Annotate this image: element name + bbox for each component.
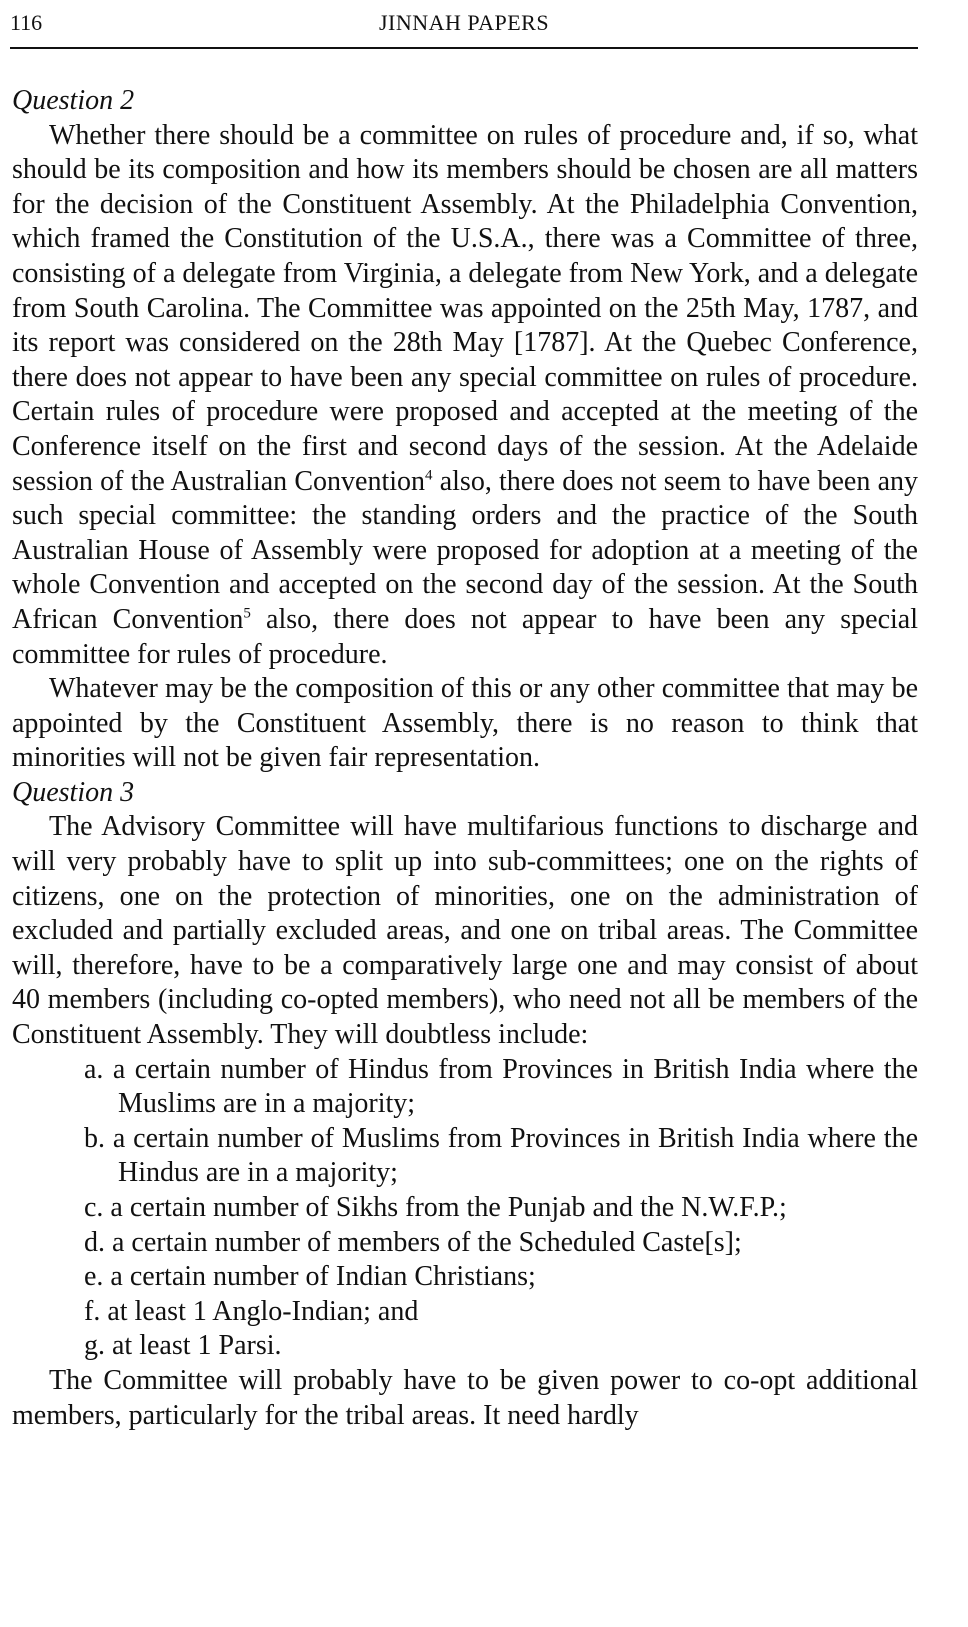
- header-rule: [10, 47, 918, 49]
- paragraph-text: also, there does not appear to have been any special committee for rules of procedure.: [12, 603, 918, 670]
- list-item: g. at least 1 Parsi.: [84, 1330, 282, 1362]
- question-3-paragraph-2: The Committee will probably have to be given power to co-opt additional members, particularly for the tribal areas. It need hardly: [12, 1364, 918, 1431]
- question-3-paragraph-1: The Advisory Committee will have multifarious functions to discharge and will very probably have to split up into sub-committees; one on the rights of citizens, one on the protection of minorities, one on the administration of excluded and partially excluded areas, and one on tribal areas. The Committee will, therefore, have to be a comparatively large one and may consist of about 40 members (including co-opted members), who need not all be members of the Constituent Assembly. They will doubtless include:: [12, 811, 918, 1051]
- running-head: [10, 8, 918, 46]
- list-item: b. a certain number of Muslims from Provinces in British India where the Hindus are in a majority;: [84, 1122, 918, 1189]
- footnote-marker-5: 5: [243, 605, 251, 622]
- question-2-paragraph-1: [12, 119, 918, 673]
- membership-list: [12, 1053, 918, 1364]
- body-text: [12, 84, 918, 1433]
- page-number: 116: [10, 10, 43, 35]
- footnote-marker-4: 4: [425, 467, 433, 484]
- question-2-heading: Question 2: [12, 85, 135, 116]
- paragraph-text: also, there does not seem to have been any such special committee: the standing orders and the practice of the South Australian House of Assembly were proposed for adoption at a meeting of the whole Convention and accepted on the second day of the session. At the South African Convention: [12, 465, 918, 635]
- list-item: a. a certain number of Hindus from Provinces in British India where the Muslims are in a majority;: [84, 1053, 918, 1120]
- question-2-paragraph-2: Whatever may be the composition of this or any other committee that may be appointed by the Constituent Assembly, there is no reason to think that minorities will not be given fair representation.: [12, 673, 918, 774]
- list-item: f. at least 1 Anglo-Indian; and: [84, 1295, 419, 1327]
- question-3-heading: Question 3: [12, 776, 135, 808]
- running-title: JINNAH PAPERS: [378, 10, 550, 35]
- paragraph-text: Whether there should be a committee on rules of procedure and, if so, what should be its composition and how its members should be chosen are all matters for the decision of the Constituent Assembly. At the Philadelphia Convention, which framed the Constitution of the U.S.A., there was a Committee of three, consisting of a delegate from Virginia, a delegate from New York, and a delegate from South Carolina. The Committee was appointed on the 25th May, 1787, and its report was considered on the 28th May [1787]. At the Quebec Conference, there does not appear to have been any special committee on rules of procedure. Certain rules of procedure were proposed and accepted at the meeting of the Conference itself on the first and second days of the session. At the Adelaide session of the Australian Convention: [12, 119, 918, 497]
- list-item: e. a certain number of Indian Christians;: [84, 1261, 536, 1293]
- list-item: d. a certain number of members of the Scheduled Caste[s];: [84, 1226, 742, 1258]
- list-item: c. a certain number of Sikhs from the Punjab and the N.W.F.P.;: [84, 1192, 787, 1223]
